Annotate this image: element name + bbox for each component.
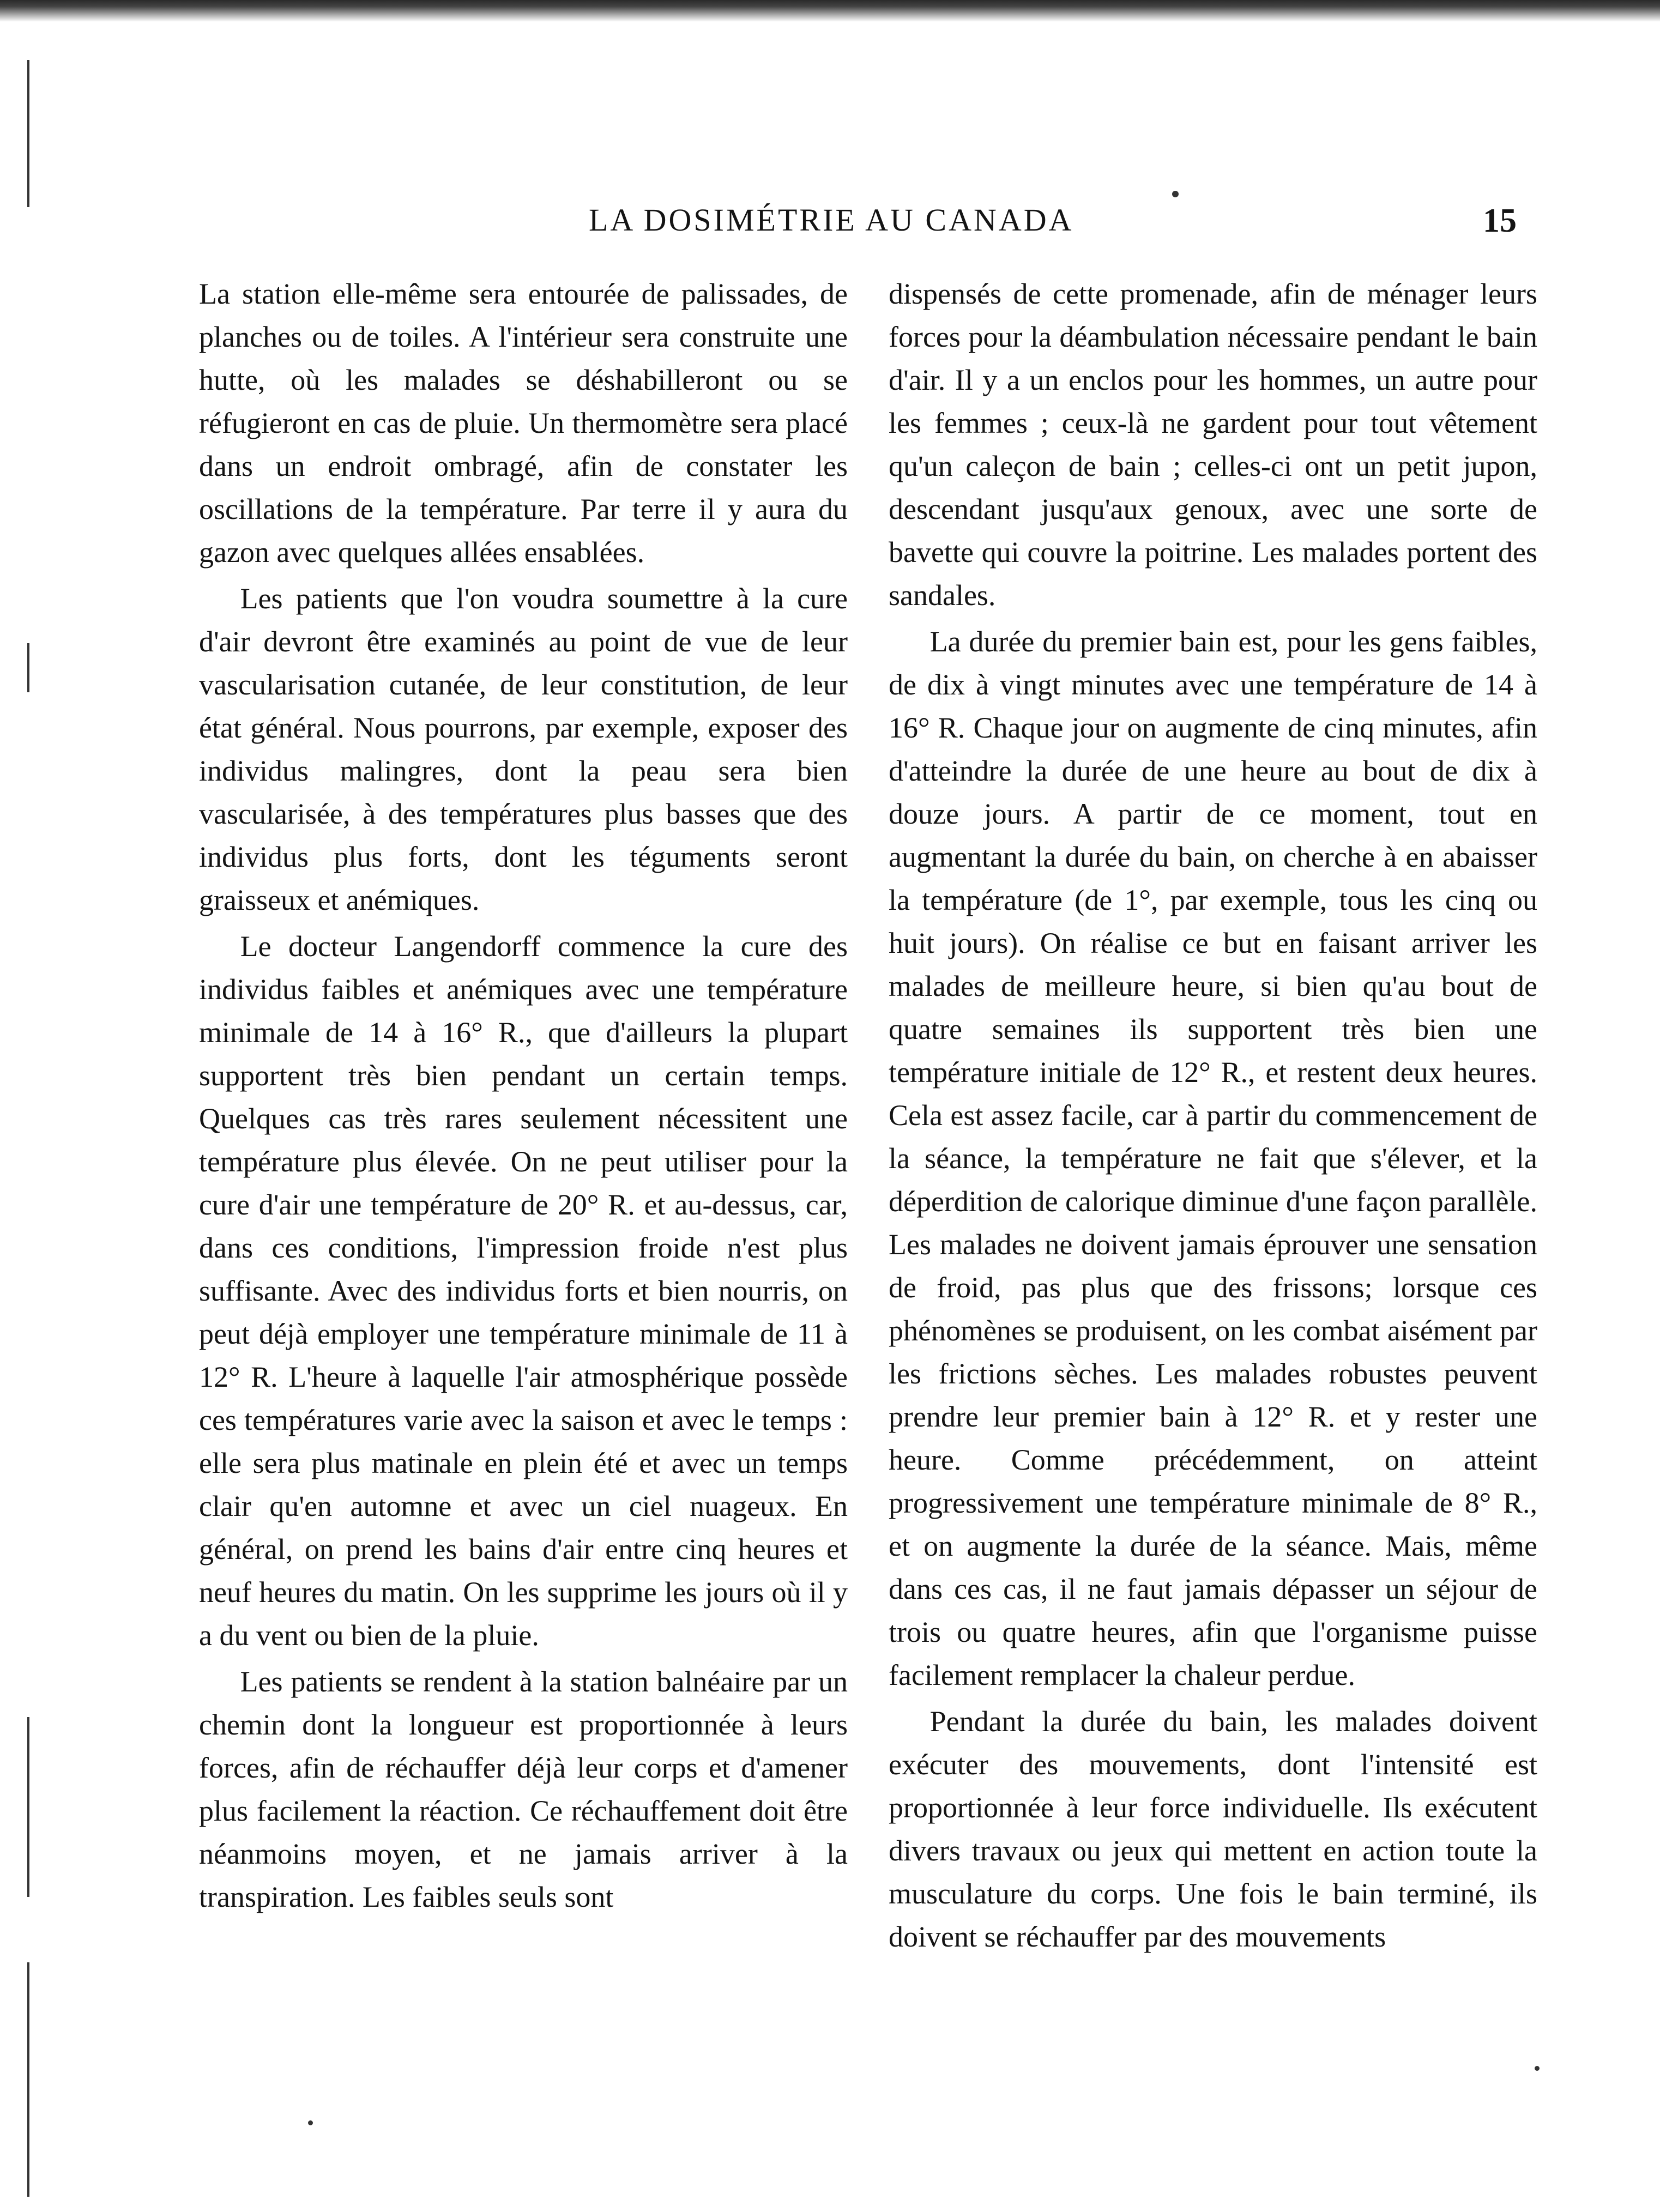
scan-top-edge [0, 0, 1660, 22]
running-head: LA DOSIMÉTRIE AU CANADA [589, 202, 1074, 238]
scan-left-rule [27, 643, 29, 692]
paragraph: Les patients se rendent à la station balnéaire par un chemin dont la longueur est proportionnée à leurs forces, afin de réchauffer déjà leur corps et d'amener plus facilement la réaction. Ce réchauffement doit être néanmoins moyen, et ne jamais arriver à la transpiration. Les faibles seuls sont [199, 1665, 848, 1913]
scan-left-rule [27, 1717, 29, 1897]
ink-speck [1172, 191, 1179, 197]
paragraph: dispensés de cette promenade, afin de ménager leurs forces pour la déambulation nécessaire pendant le bain d'air. Il y a un enclos pour les hommes, un autre pour les femmes ; ceux-là ne gardent pour tout vêtement qu'un caleçon de bain ; celles-ci ont un petit jupon, descendant jusqu'aux genoux, avec une sorte de bavette qui couvre la poitrine. Les malades portent des sandales. [889, 277, 1537, 612]
left-column [199, 273, 848, 1919]
ink-speck [308, 2120, 313, 2125]
paragraph: La station elle-même sera entourée de palissades, de planches ou de toiles. A l'intérieur sera construite une hutte, où les malades se déshabilleront ou se réfugieront en cas de pluie. Un thermomètre sera placé dans un endroit ombragé, afin de constater les oscillations de la température. Par terre il y aura du gazon avec quelques allées ensablées. [199, 277, 848, 569]
paragraph: La durée du premier bain est, pour les gens faibles, de dix à vingt minutes avec une température de 14 à 16° R. Chaque jour on augmente de cinq minutes, afin d'atteindre la durée de une heure au bout de dix à douze jours. A partir de ce moment, tout en augmentant la durée du bain, on cherche à en abaisser la température (de 1°, par exemple, tous les cinq ou huit jours). On réalise ce but en faisant arriver les malades de meilleure heure, si bien qu'au bout de quatre semaines ils supportent très bien une température initiale de 12° R., et restent deux heures. Cela est assez facile, car à partir du commencement de la séance, la température ne fait que s'élever, et la déperdition de calorique diminue d'une façon parallèle. Les malades ne doivent jamais éprouver une sensation de froid, pas plus que des frissons; lorsque ces phénomènes se produisent, on les combat aisément par les frictions sèches. Les malades robustes peuvent prendre leur premier bain à 12° R. et y rester une heure. Comme précédemment, on atteint progressivement une température minimale de 8° R., et on augmente la durée de la séance. Mais, même dans ces cas, il ne faut jamais dépasser un séjour de trois ou quatre heures, afin que l'organisme puisse facilement remplacer la chaleur perdue. [889, 625, 1537, 1691]
scan-left-rule [27, 1962, 29, 2197]
paragraph: Les patients que l'on voudra soumettre à la cure d'air devront être examinés au point de vue de leur vascularisation cutanée, de leur constitution, de leur état général. Nous pourrons, par exemple, exposer des individus malingres, dont la peau sera bien vascularisée, à des températures plus basses que des individus plus forts, dont les téguments seront graisseux et anémiques. [199, 582, 848, 916]
paragraph: Le docteur Langendorff commence la cure des individus faibles et anémiques avec une température minimale de 14 à 16° R., que d'ailleurs la plupart supportent très bien pendant un certain temps. Quelques cas très rares seulement nécessitent une température plus élevée. On ne peut utiliser pour la cure d'air une température de 20° R. et au-dessus, car, dans ces conditions, l'impression froide n'est plus suffisante. Avec des individus forts et bien nourris, on peut déjà employer une température minimale de 11 à 12° R. L'heure à laquelle l'air atmosphérique possède ces températures varie avec la saison et avec le temps : elle sera plus matinale en plein été et avec un temps clair qu'en automne et avec un ciel nuageux. En général, on prend les bains d'air entre cinq heures et neuf heures du matin. On les supprime les jours où il y a du vent ou bien de la pluie. [199, 930, 848, 1652]
scan-left-rule [27, 60, 29, 207]
right-column [889, 273, 1537, 1959]
paragraph: Pendant la durée du bain, les malades doivent exécuter des mouvements, dont l'intensité est proportionnée à leur force individuelle. Ils exécutent divers travaux ou jeux qui mettent en action toute la musculature du corps. Une fois le bain terminé, ils doivent se réchauffer par des mouvements [889, 1705, 1537, 1953]
ink-speck [1535, 2066, 1540, 2071]
page-number: 15 [1483, 202, 1517, 239]
